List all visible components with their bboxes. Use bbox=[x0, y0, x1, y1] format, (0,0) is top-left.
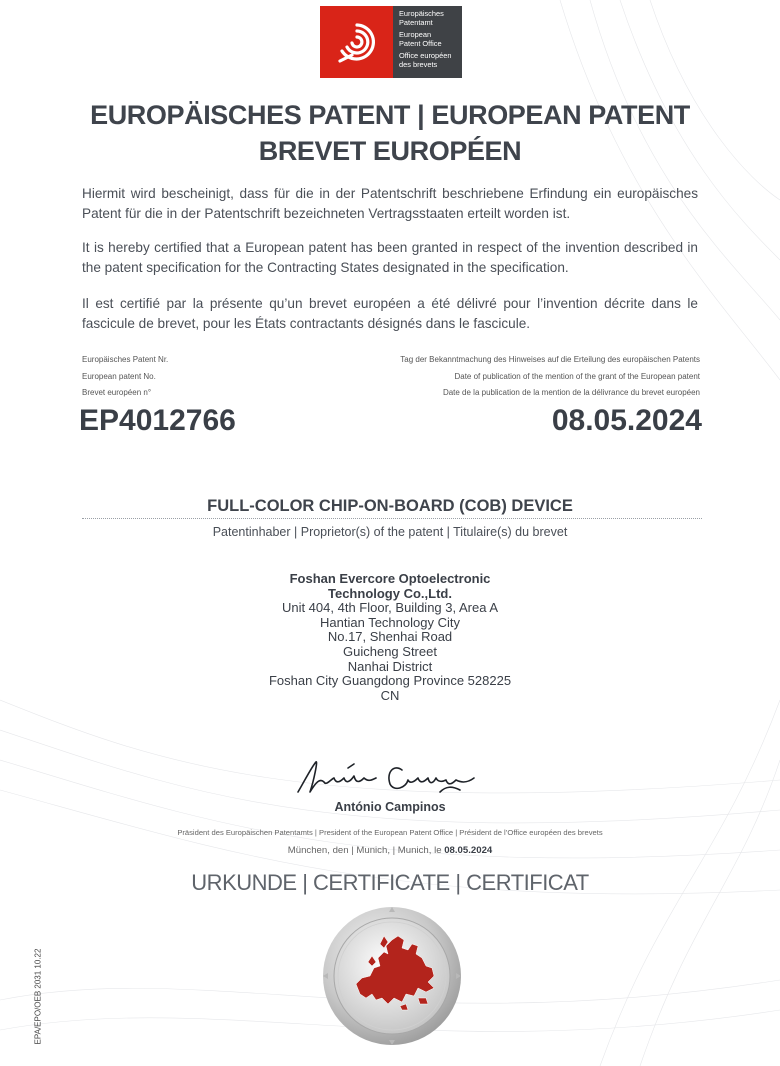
logo-line: des brevets bbox=[399, 60, 438, 70]
logo-line: Europäisches bbox=[399, 9, 444, 18]
logo-line: European bbox=[399, 29, 432, 39]
patent-number-labels bbox=[82, 352, 168, 402]
dotted-divider bbox=[82, 518, 702, 519]
epo-logo bbox=[320, 6, 462, 78]
logo-line: Office européen bbox=[399, 50, 452, 60]
epo-logo-text bbox=[393, 6, 462, 78]
address-line: No.17, Shenhai Road bbox=[327, 629, 453, 645]
certificate-title-line1: EUROPÄISCHES PATENT | EUROPEAN PATENT bbox=[90, 100, 690, 130]
publication-date-label-fr: Date de la publication de la mention de la délivrance du brevet européen bbox=[442, 388, 700, 397]
address-line: Foshan City Guangdong Province 528225 bbox=[268, 673, 512, 689]
patent-number-label-fr: Brevet européen n° bbox=[82, 388, 152, 397]
place-and-date bbox=[0, 845, 780, 856]
proprietor-label: Patentinhaber | Proprietor(s) of the patent | Titulaire(s) du brevet bbox=[212, 525, 568, 539]
epo-logo-icon bbox=[320, 6, 393, 78]
invention-title: FULL-COLOR CHIP-ON-BOARD (COB) DEVICE bbox=[207, 497, 573, 515]
paragraph-french: Il est certifié par la présente qu’un brevet européen a été délivré pour l’invention décrite dans le fascicule de brevet, pour les États contractants désignés dans le fascicule. bbox=[82, 296, 698, 331]
signature-date: 08.05.2024 bbox=[444, 845, 493, 856]
patent-number: EP4012766 bbox=[79, 404, 236, 437]
publication-date: 08.05.2024 bbox=[551, 404, 702, 437]
paragraph-german: Hiermit wird bescheinigt, dass für die in der Patentschrift beschriebene Erfindung ein europäisches Patent für die in der Patentschrift bezeichneten Vertragsstaaten erteilt worden ist. bbox=[82, 186, 698, 221]
patent-number-label-en: European patent No. bbox=[82, 371, 156, 381]
paragraph-english: It is hereby certified that a European patent has been granted in respect of the invention described in the patent specification for the Contracting States designated in the specification. bbox=[82, 240, 698, 275]
certificate-title-line2: BREVET EUROPÉEN bbox=[258, 136, 522, 166]
signatory-role: Präsident des Europäischen Patentamts | President of the European Patent Office | Président de l’Office européen des brevets bbox=[177, 828, 603, 837]
address-line: Unit 404, 4th Floor, Building 3, Area A bbox=[281, 600, 499, 616]
europe-map-seal-icon bbox=[322, 906, 462, 1046]
patent-number-label-de: Europäisches Patent Nr. bbox=[82, 355, 169, 364]
form-code bbox=[30, 940, 44, 1060]
proprietor-address bbox=[0, 572, 780, 703]
address-line: Guicheng Street bbox=[343, 643, 437, 659]
address-line: CN bbox=[380, 687, 400, 703]
publication-date-label-en: Date of publication of the mention of the grant of the European patent bbox=[454, 371, 700, 381]
address-line: Hantian Technology City bbox=[320, 614, 460, 630]
address-line: Nanhai District bbox=[347, 658, 433, 674]
place-label: München, den | Munich, | Munich, le bbox=[287, 845, 442, 856]
certificate-heading: URKUNDE | CERTIFICATE | CERTIFICAT bbox=[191, 870, 589, 895]
publication-date-labels bbox=[400, 352, 700, 402]
proprietor-name: Technology Co.,Ltd. bbox=[328, 585, 452, 601]
publication-date-label-de: Tag der Bekanntmachung des Hinweises auf die Erteilung des europäischen Patents bbox=[400, 355, 700, 364]
proprietor-name: Foshan Evercore Optoelectronic bbox=[289, 571, 491, 586]
form-code-text: EPA/EPO/OEB 2031 10.22 bbox=[33, 948, 43, 1045]
handwritten-signature bbox=[290, 752, 490, 802]
signatory-name: António Campinos bbox=[334, 800, 446, 814]
logo-line: Patent Office bbox=[399, 39, 442, 49]
logo-line: Patentamt bbox=[399, 18, 433, 28]
